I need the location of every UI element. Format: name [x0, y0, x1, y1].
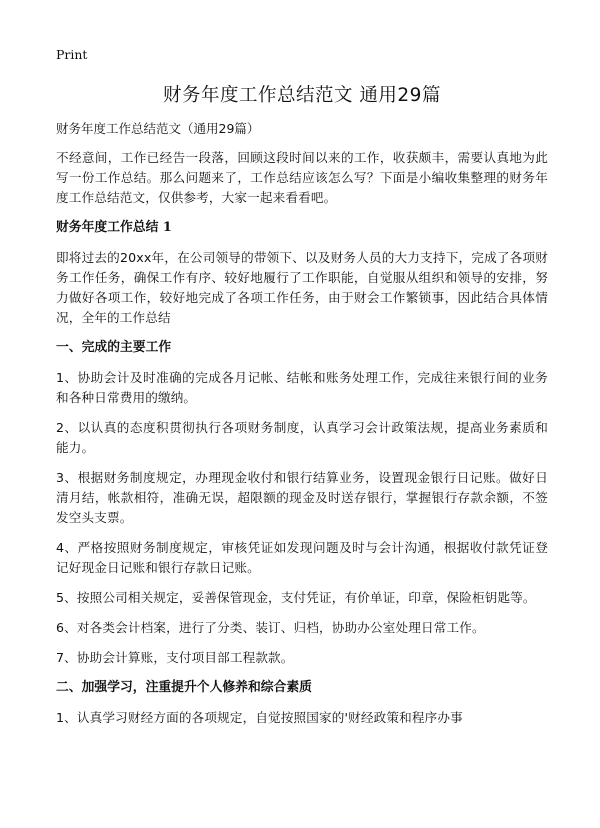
- list-item: 1、认真学习财经方面的各项规定，自觉按照国家的'财经政策和程序办事: [56, 710, 463, 725]
- section1-intro-paragraph: 即将过去的20xx年，在公司领导的带领下、以及财务人员的大力支持下，完成了各项财务工作任务，确保工作有序、较好地履行了工作职能，自觉服从组织和领导的安排，努力做好各项工作，较好地完成了各项工作任务，由于财会工作繁锁事，因此结合具体情况，全年的工作总结: [56, 250, 548, 325]
- document-subtitle: 财务年度工作总结范文（通用29篇）: [56, 121, 260, 136]
- list-item: 4、严格按照财务制度规定，审核凭证如发现问题及时与会计沟通，根据收付款凭证登记好现金日记账和银行存款日记账。: [56, 540, 548, 575]
- list-item: 6、对各类会计档案，进行了分类、装订、归档，协助办公室处理日常工作。: [56, 620, 485, 635]
- list-item: 3、根据财务制度规定，办理现金收付和银行结算业务，设置现金银行日记账。做好日清月结，帐款相符，准确无误，超限额的现金及时送存银行，掌握银行存款余额，不签发空头支票。: [56, 470, 548, 525]
- list-item: 2、以认真的态度积贯彻执行各项财务制度，认真学习会计政策法规，提高业务素质和能力。: [56, 420, 548, 455]
- section-heading-1: 财务年度工作总结 1: [56, 220, 172, 235]
- intro-paragraph: 不经意间，工作已经告一段落，回顾这段时间以来的工作，收获颇丰，需要认真地为此写一份工作总结。那么问题来了，工作总结应该怎么写？下面是小编收集整理的财务年度工作总结范文，仅供参考，大家一起来看看吧。: [56, 150, 548, 205]
- document-title: 财务年度工作总结范文 通用29篇: [163, 85, 441, 106]
- list-item: 7、协助会计算账，支付项目部工程款款。: [56, 650, 294, 665]
- part2-heading: 二、加强学习，注重提升个人修养和综合素质: [56, 680, 312, 695]
- list-item: 5、按照公司相关规定，妥善保管现金，支付凭证，有价单证，印章，保险柜钥匙等。: [56, 590, 536, 605]
- print-link[interactable]: Print: [56, 47, 88, 62]
- list-item: 1、协助会计及时准确的完成各月记帐、结帐和账务处理工作，完成往来银行间的业务和各种日常费用的缴纳。: [56, 370, 548, 405]
- document-content: [56, 148, 548, 728]
- part1-heading: 一、完成的主要工作: [56, 340, 172, 355]
